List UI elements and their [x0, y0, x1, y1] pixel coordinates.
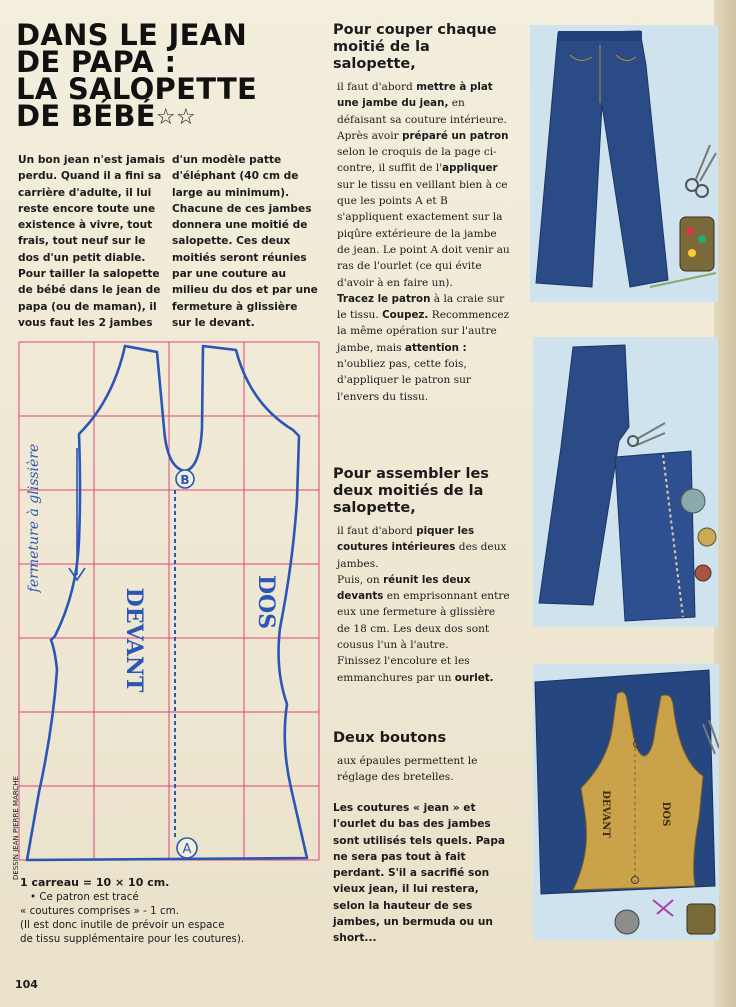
text-run: n'oubliez pas, cette fois, d'appliquer le patron sur l'envers du tissu.: [337, 358, 471, 403]
text-run: il faut d'abord: [337, 81, 417, 93]
zipper-note: fermeture à glissière: [26, 443, 42, 593]
section-cut-heading: Pour couper chaque moitié de la salopette,: [333, 22, 497, 72]
text-run-bold: appliquer: [442, 162, 498, 175]
section-buttons-text: aux épaules permettent le réglage des bretelles.: [337, 755, 478, 784]
photo-back-label: DOS: [660, 801, 671, 827]
point-a-marker: [177, 838, 197, 858]
text-run-bold: réunit les deux devants: [337, 573, 471, 603]
section-cut-paragraph-2: [333, 291, 511, 405]
photo-front-label: DEVANT: [600, 790, 611, 838]
text-run: des deux jambes.: [337, 541, 507, 570]
text-run: en défaisant sa couture intérieure. Après avoir: [337, 97, 507, 142]
front-label: DEVANT: [121, 587, 147, 693]
text-run: il faut d'abord: [337, 525, 417, 537]
intro-text-left: Un bon jean n'est jamais perdu. Quand il a fini sa carrière d'adulte, il lui reste encore toute une existence à vivre, tout frais, tout neuf sur le dos d'un petit diable. Pour tailler la salopette de bébé dans le jean de papa (ou de maman), il vous faut les 2 jambes: [18, 154, 166, 329]
note-line-2: « coutures comprises » - 1 cm.: [20, 905, 179, 917]
difficulty-stars-icon: ☆☆: [155, 105, 196, 130]
text-run-bold: Tracez le patron: [337, 292, 431, 305]
text-run: Recommencez la même opération sur l'autre jambe, mais: [337, 309, 510, 354]
section-assemble-heading: Pour assembler les deux moitiés de la salopette,: [333, 466, 489, 516]
section-buttons-heading: Deux boutons: [333, 730, 447, 746]
section-assemble-paragraph-1: [333, 523, 511, 572]
photo-jeans-cut: [533, 337, 718, 627]
text-run-bold: Coupez.: [382, 309, 429, 322]
zipper-arrow-icon: [69, 448, 85, 580]
intro-column-left: [18, 152, 168, 331]
section-assemble-paragraph-3: [333, 653, 511, 686]
text-run: Puis, on: [337, 573, 384, 586]
section-assemble: [333, 466, 511, 686]
back-label: DOS: [253, 574, 279, 630]
note-line-3: (Il est donc inutile de prévoir un espace: [20, 919, 225, 931]
text-run: en emprisonnant entre eux une fermeture à glissière de 18 cm. Les deux dos sont cousus l'un à l'autre.: [337, 590, 510, 652]
text-run-bold: ourlet.: [454, 671, 494, 684]
closing-paragraph: [333, 800, 511, 947]
text-run-bold: attention :: [405, 341, 467, 354]
title-line-4-text: DE BÉBÉ: [16, 99, 156, 133]
page-number: 104: [15, 978, 38, 991]
illustration-credit: [2, 740, 20, 880]
text-run: à la craie sur le tissu.: [337, 292, 505, 322]
point-b-marker: [176, 470, 194, 488]
section-buttons: [333, 730, 511, 786]
title-line-1: DANS LE JEAN: [16, 18, 248, 52]
article-title: [16, 18, 258, 133]
note-line-1: • Ce patron est tracé: [30, 891, 139, 903]
button-tin-icon: [680, 217, 714, 271]
spool-icon: [681, 489, 705, 513]
note-line-4: de tissu supplémentaire pour les coutures).: [20, 933, 245, 945]
text-run: selon le croquis de la page ci-contre, il suffit de l': [337, 146, 497, 175]
closing-text: Les coutures « jean » et l'ourlet du bas des jambes sont utilisés tels quels. Papa ne sera pas tout à fait perdant. S'il a sacrifié son vieux jean, il lui restera, selon la hauteur de ses jambes, un bermuda ou un short...: [333, 802, 506, 945]
scale-note: 1 carreau = 10 × 10 cm.: [20, 876, 170, 889]
section-cut-paragraph-1: [333, 79, 511, 291]
photo-jeans-flat: [530, 25, 718, 302]
pattern-notes: [20, 876, 320, 946]
section-assemble-paragraph-2: [333, 572, 511, 653]
text-run-bold: mettre à plat une jambe du jean,: [337, 81, 493, 110]
pattern-diagram: [17, 340, 323, 870]
point-b-label: B: [180, 473, 190, 487]
title-line-2: DE PAPA :: [16, 45, 177, 79]
section-cut: [333, 22, 511, 405]
text-run: sur le tissu en veillant bien à ce que les points A et B s'appliquent exactement sur la piqûre extérieure de la jambe de jean. Le point A doit venir au ras de l'ourlet (ce qui évite d'avoir à en faire un).: [337, 178, 510, 289]
title-line-4: [16, 99, 256, 133]
point-a-label: A: [182, 842, 192, 857]
title-line-3: LA SALOPETTE: [16, 72, 258, 106]
text-run: Finissez l'encolure et les emmanchures par un: [337, 655, 470, 684]
text-run-bold: piquer les coutures intérieures: [337, 525, 475, 554]
coin-icon: [615, 910, 639, 934]
intro-column-right: [172, 152, 320, 331]
photo-pattern-on-jeans: [533, 664, 719, 940]
text-run-bold: préparé un patron: [402, 129, 509, 142]
intro-text-right: d'un modèle patte d'éléphant (40 cm de large au minimum). Chacune de ces jambes donnera une moitié de salopette. Ces deux moitiés seront réunies par une couture au milieu du dos et par une fermeture à glissière sur le devant.: [172, 154, 318, 329]
credit-text: DESSIN JEAN PIERRE MARCHE: [12, 776, 20, 880]
